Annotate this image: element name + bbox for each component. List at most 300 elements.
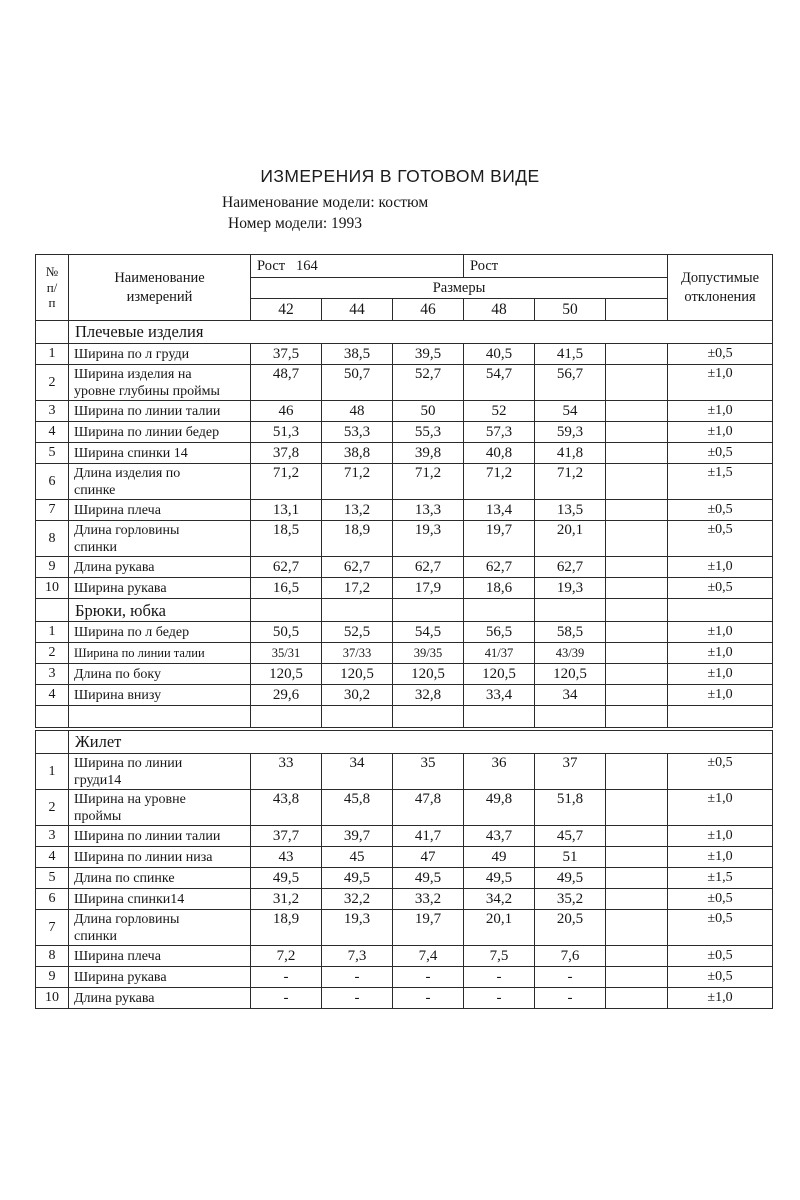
- size-value: 52: [464, 401, 535, 422]
- size-value: [322, 706, 393, 728]
- header-size: 44: [322, 299, 393, 321]
- section-num-cell: [36, 321, 69, 344]
- table-row: [36, 790, 773, 826]
- measurement-name: [69, 706, 251, 728]
- spare-cell: [606, 826, 668, 847]
- deviation-value: ±1,0: [668, 422, 773, 443]
- row-num: 7: [36, 910, 69, 946]
- size-value: -: [322, 988, 393, 1009]
- measurement-name-line: Ширина по линии талии: [74, 645, 205, 660]
- section-row: [36, 731, 773, 754]
- measurement-name-line: уровне глубины проймы: [74, 384, 220, 399]
- size-value: 39,8: [393, 443, 464, 464]
- size-value: -: [251, 988, 322, 1009]
- header-rost-164: Рост 164: [251, 255, 464, 278]
- measurement-name-line: Ширина изделия на: [74, 367, 192, 382]
- spare-cell: [606, 685, 668, 706]
- measurements-table-vest: [35, 730, 773, 1009]
- size-value: 56,7: [535, 365, 606, 401]
- measurement-name: [69, 365, 251, 401]
- size-value: 37,5: [251, 344, 322, 365]
- header-measurement-name: [69, 255, 251, 321]
- size-value: 13,5: [535, 500, 606, 521]
- deviation-value: ±1,0: [668, 365, 773, 401]
- spare-cell: [606, 521, 668, 557]
- table-row: [36, 946, 773, 967]
- header-size-empty: [606, 299, 668, 321]
- measurement-name-line: Длина по спинке: [74, 870, 175, 886]
- size-value: 7,4: [393, 946, 464, 967]
- size-value: [251, 706, 322, 728]
- table-row: [36, 664, 773, 685]
- measurement-name: [69, 500, 251, 521]
- size-value: 62,7: [322, 557, 393, 578]
- spare-cell: [606, 868, 668, 889]
- table-row: [36, 578, 773, 599]
- size-value: 29,6: [251, 685, 322, 706]
- size-value: 55,3: [393, 422, 464, 443]
- row-num: 3: [36, 664, 69, 685]
- size-value: 32,8: [393, 685, 464, 706]
- row-num: 7: [36, 500, 69, 521]
- size-value: 62,7: [251, 557, 322, 578]
- page-title: ИЗМЕРЕНИЯ В ГОТОВОМ ВИДЕ: [260, 166, 540, 186]
- measurement-name-line: Ширина по линии низа: [74, 849, 213, 865]
- size-value: 45,8: [322, 790, 393, 826]
- spare-cell: [606, 946, 668, 967]
- header-deviations-line: Допустимые: [681, 269, 760, 286]
- size-value: -: [393, 967, 464, 988]
- size-value: 19,7: [393, 910, 464, 946]
- size-value: 7,2: [251, 946, 322, 967]
- size-value: 51,8: [535, 790, 606, 826]
- table-row: [36, 868, 773, 889]
- spare-cell: [606, 599, 668, 622]
- row-num: 2: [36, 643, 69, 664]
- measurement-name-line: спинки: [74, 540, 117, 555]
- deviation-value: ±0,5: [668, 521, 773, 557]
- spare-cell: [606, 464, 668, 500]
- header-num: [36, 255, 69, 321]
- size-value: 43,8: [251, 790, 322, 826]
- size-value: 19,7: [464, 521, 535, 557]
- row-num: 5: [36, 868, 69, 889]
- size-value: 19,3: [393, 521, 464, 557]
- measurement-name: [69, 754, 251, 790]
- measurement-name-line: спинке: [74, 483, 116, 498]
- size-value: 49,5: [535, 868, 606, 889]
- table-row: [36, 889, 773, 910]
- measurement-name: [69, 826, 251, 847]
- section-title: Жилет: [69, 731, 773, 754]
- spare-cell: [606, 365, 668, 401]
- size-value: 120,5: [464, 664, 535, 685]
- size-value: 120,5: [251, 664, 322, 685]
- size-value: 17,2: [322, 578, 393, 599]
- header-sizes-label: Размеры: [251, 278, 668, 299]
- size-value: 49,5: [393, 868, 464, 889]
- table-row: [36, 826, 773, 847]
- row-num: 6: [36, 889, 69, 910]
- table-row: [36, 422, 773, 443]
- measurement-name-line: Длина горловины: [74, 523, 180, 538]
- size-value: 58,5: [535, 622, 606, 643]
- header-name-line: Наименование: [114, 270, 205, 287]
- size-value: 7,6: [535, 946, 606, 967]
- measurement-name-line: Ширина спинки14: [74, 891, 185, 907]
- row-num: 3: [36, 826, 69, 847]
- size-value: 51,3: [251, 422, 322, 443]
- row-num: 4: [36, 847, 69, 868]
- row-num: 9: [36, 557, 69, 578]
- measurement-name: [69, 521, 251, 557]
- row-num: 8: [36, 521, 69, 557]
- size-value: 41,5: [535, 344, 606, 365]
- size-value: 13,3: [393, 500, 464, 521]
- size-value: [464, 706, 535, 728]
- row-num: 8: [36, 946, 69, 967]
- size-value: 43,7: [464, 826, 535, 847]
- measurement-name: [69, 790, 251, 826]
- size-value: 34,2: [464, 889, 535, 910]
- deviation-value: ±0,5: [668, 967, 773, 988]
- size-cell-empty: [322, 599, 393, 622]
- size-value: 50: [393, 401, 464, 422]
- size-value: 45,7: [535, 826, 606, 847]
- size-value: 49,5: [251, 868, 322, 889]
- deviation-value: ±1,0: [668, 557, 773, 578]
- size-value: [535, 706, 606, 728]
- size-value: 38,8: [322, 443, 393, 464]
- spare-cell: [606, 500, 668, 521]
- measurement-name: [69, 910, 251, 946]
- measurement-name: [69, 988, 251, 1009]
- size-value: -: [251, 967, 322, 988]
- size-value: 62,7: [464, 557, 535, 578]
- measurement-name: [69, 557, 251, 578]
- size-cell-empty: [464, 599, 535, 622]
- header-num-line: №: [45, 264, 59, 280]
- header-row-rost: [36, 255, 773, 278]
- size-value: [393, 706, 464, 728]
- table-row: [36, 685, 773, 706]
- size-value: 13,1: [251, 500, 322, 521]
- spare-cell: [606, 344, 668, 365]
- row-num: 3: [36, 401, 69, 422]
- size-value: 7,5: [464, 946, 535, 967]
- spare-cell: [606, 664, 668, 685]
- size-value: 20,1: [535, 521, 606, 557]
- measurement-name-line: Ширина рукава: [74, 580, 167, 596]
- measurement-name: [69, 401, 251, 422]
- size-value: 31,2: [251, 889, 322, 910]
- size-value: 120,5: [393, 664, 464, 685]
- deviation-value: ±0,5: [668, 500, 773, 521]
- header-name-line: измерений: [126, 288, 193, 305]
- size-value: 16,5: [251, 578, 322, 599]
- measurement-name: [69, 685, 251, 706]
- size-value: 33,2: [393, 889, 464, 910]
- header-num-line: п: [48, 295, 56, 311]
- size-value: 62,7: [535, 557, 606, 578]
- spare-cell: [606, 401, 668, 422]
- size-value: 54,7: [464, 365, 535, 401]
- size-value: 47: [393, 847, 464, 868]
- deviation-value: ±1,5: [668, 868, 773, 889]
- measurement-name-line: Ширина по линии: [74, 756, 183, 771]
- measurement-name: [69, 622, 251, 643]
- measurement-name: [69, 643, 251, 664]
- spare-cell: [606, 557, 668, 578]
- deviation-value: [668, 706, 773, 728]
- row-num: 1: [36, 754, 69, 790]
- spare-cell: [606, 754, 668, 790]
- measurement-name-line: Ширина по линии бедер: [74, 424, 220, 440]
- section-num-cell: [36, 731, 69, 754]
- model-number-line: Номер модели: 1993: [228, 215, 363, 232]
- size-value: 52,7: [393, 365, 464, 401]
- size-value: 41,8: [535, 443, 606, 464]
- size-value: 54: [535, 401, 606, 422]
- size-value: 37/33: [322, 643, 393, 664]
- size-value: 18,9: [251, 910, 322, 946]
- measurement-name-line: Ширина плеча: [74, 948, 161, 964]
- size-value: 39,5: [393, 344, 464, 365]
- size-value: 36: [464, 754, 535, 790]
- deviation-cell-empty: [668, 599, 773, 622]
- measurement-name-line: Ширина по линии талии: [74, 403, 221, 419]
- row-num: 1: [36, 622, 69, 643]
- header-deviations-line: отклонения: [684, 288, 756, 305]
- table-row: [36, 967, 773, 988]
- measurement-name: [69, 967, 251, 988]
- spare-cell: [606, 422, 668, 443]
- size-value: 62,7: [393, 557, 464, 578]
- size-value: 35: [393, 754, 464, 790]
- measurement-name-line: груди14: [74, 773, 122, 788]
- measurement-name-line: проймы: [74, 809, 122, 824]
- header-size: 48: [464, 299, 535, 321]
- size-value: 56,5: [464, 622, 535, 643]
- measurement-name: [69, 464, 251, 500]
- size-value: 49: [464, 847, 535, 868]
- row-num: 1: [36, 344, 69, 365]
- table-row: [36, 443, 773, 464]
- size-value: 43/39: [535, 643, 606, 664]
- size-value: 35,2: [535, 889, 606, 910]
- size-value: 41,7: [393, 826, 464, 847]
- row-num: 10: [36, 988, 69, 1009]
- deviation-value: ±1,0: [668, 622, 773, 643]
- size-value: 34: [322, 754, 393, 790]
- spare-cell: [606, 643, 668, 664]
- size-value: 45: [322, 847, 393, 868]
- size-value: 20,1: [464, 910, 535, 946]
- table-row: [36, 988, 773, 1009]
- table-row: [36, 401, 773, 422]
- empty-row: [36, 706, 773, 728]
- measurement-name-line: Ширина по л бедер: [74, 624, 190, 640]
- measurement-name: [69, 344, 251, 365]
- measurement-name: [69, 443, 251, 464]
- size-value: 32,2: [322, 889, 393, 910]
- row-num: 4: [36, 422, 69, 443]
- size-value: 40,5: [464, 344, 535, 365]
- size-value: 52,5: [322, 622, 393, 643]
- size-value: -: [535, 988, 606, 1009]
- size-value: 38,5: [322, 344, 393, 365]
- header-size: 46: [393, 299, 464, 321]
- size-value: 59,3: [535, 422, 606, 443]
- size-value: 13,2: [322, 500, 393, 521]
- size-value: 71,2: [464, 464, 535, 500]
- size-value: -: [464, 967, 535, 988]
- row-num: 2: [36, 790, 69, 826]
- deviation-value: ±0,5: [668, 578, 773, 599]
- measurement-name-line: Длина рукава: [74, 990, 155, 1006]
- size-value: 120,5: [535, 664, 606, 685]
- deviation-value: ±0,5: [668, 946, 773, 967]
- section-title: Плечевые изделия: [69, 321, 773, 344]
- measurement-name: [69, 578, 251, 599]
- row-num: 5: [36, 443, 69, 464]
- measurement-name: [69, 946, 251, 967]
- table-row: [36, 500, 773, 521]
- table-row: [36, 847, 773, 868]
- size-value: 53,3: [322, 422, 393, 443]
- size-value: 43: [251, 847, 322, 868]
- size-value: 71,2: [535, 464, 606, 500]
- spare-cell: [606, 578, 668, 599]
- table-row: [36, 557, 773, 578]
- header-rost: Рост: [464, 255, 668, 278]
- spare-cell: [606, 847, 668, 868]
- size-value: 71,2: [251, 464, 322, 500]
- row-num: 9: [36, 967, 69, 988]
- measurement-name-line: Ширина на уровне: [74, 792, 186, 807]
- spare-cell: [606, 988, 668, 1009]
- size-value: 49,5: [322, 868, 393, 889]
- measurement-name-line: Ширина рукава: [74, 969, 167, 985]
- deviation-value: ±0,5: [668, 754, 773, 790]
- size-value: 17,9: [393, 578, 464, 599]
- size-value: 50,5: [251, 622, 322, 643]
- size-value: 48,7: [251, 365, 322, 401]
- size-value: 30,2: [322, 685, 393, 706]
- deviation-value: ±1,0: [668, 847, 773, 868]
- measurement-name: [69, 422, 251, 443]
- deviation-value: ±1,0: [668, 664, 773, 685]
- size-value: 7,3: [322, 946, 393, 967]
- row-num: 2: [36, 365, 69, 401]
- header-num-line: п/: [46, 279, 58, 295]
- measurement-name-line: Длина рукава: [74, 559, 155, 575]
- size-value: 41/37: [464, 643, 535, 664]
- size-value: 18,9: [322, 521, 393, 557]
- size-value: 39/35: [393, 643, 464, 664]
- spare-cell: [606, 910, 668, 946]
- measurement-name-line: Ширина по линии талии: [74, 828, 221, 844]
- size-value: -: [393, 988, 464, 1009]
- size-value: 33,4: [464, 685, 535, 706]
- size-value: 54,5: [393, 622, 464, 643]
- deviation-value: ±0,5: [668, 344, 773, 365]
- size-value: 48: [322, 401, 393, 422]
- size-value: 37,8: [251, 443, 322, 464]
- size-value: -: [464, 988, 535, 1009]
- size-value: 46: [251, 401, 322, 422]
- size-value: 71,2: [393, 464, 464, 500]
- deviation-value: ±0,5: [668, 910, 773, 946]
- table-row: [36, 344, 773, 365]
- size-value: 19,3: [322, 910, 393, 946]
- size-value: 18,6: [464, 578, 535, 599]
- spare-cell: [606, 967, 668, 988]
- size-value: 49,8: [464, 790, 535, 826]
- model-name-line: Наименование модели: костюм: [222, 194, 429, 211]
- measurement-name-line: Ширина спинки 14: [74, 445, 188, 461]
- size-value: 19,3: [535, 578, 606, 599]
- spare-cell: [606, 706, 668, 728]
- header-size: 42: [251, 299, 322, 321]
- table-row: [36, 521, 773, 557]
- deviation-value: ±1,0: [668, 826, 773, 847]
- spare-cell: [606, 790, 668, 826]
- deviation-value: ±1,0: [668, 643, 773, 664]
- section-row: [36, 599, 773, 622]
- table-row: [36, 754, 773, 790]
- row-num: 4: [36, 685, 69, 706]
- measurement-name-line: Ширина внизу: [74, 687, 162, 703]
- measurement-name: [69, 889, 251, 910]
- spare-cell: [606, 622, 668, 643]
- size-value: 47,8: [393, 790, 464, 826]
- measurement-name-line: Длина по боку: [74, 666, 161, 682]
- size-value: 120,5: [322, 664, 393, 685]
- size-cell-empty: [251, 599, 322, 622]
- size-value: -: [535, 967, 606, 988]
- size-value: 57,3: [464, 422, 535, 443]
- size-cell-empty: [535, 599, 606, 622]
- measurement-name-line: Длина горловины: [74, 912, 180, 927]
- deviation-value: ±0,5: [668, 889, 773, 910]
- header-deviations: [668, 255, 773, 321]
- size-value: 34: [535, 685, 606, 706]
- measurement-name-line: Ширина по л груди: [74, 346, 190, 362]
- deviation-value: ±0,5: [668, 443, 773, 464]
- table-row: [36, 910, 773, 946]
- deviation-value: ±1,5: [668, 464, 773, 500]
- size-value: 35/31: [251, 643, 322, 664]
- size-value: 40,8: [464, 443, 535, 464]
- measurements-table-main: [35, 254, 773, 728]
- measurement-name: [69, 847, 251, 868]
- section-row: [36, 321, 773, 344]
- size-value: 18,5: [251, 521, 322, 557]
- deviation-value: ±1,0: [668, 790, 773, 826]
- measurement-name-line: Длина изделия по: [74, 466, 181, 481]
- row-num: [36, 706, 69, 728]
- deviation-value: ±1,0: [668, 685, 773, 706]
- size-value: 50,7: [322, 365, 393, 401]
- size-value: 71,2: [322, 464, 393, 500]
- size-value: 37,7: [251, 826, 322, 847]
- measurement-name: [69, 868, 251, 889]
- row-num: 6: [36, 464, 69, 500]
- table-row: [36, 464, 773, 500]
- size-cell-empty: [393, 599, 464, 622]
- size-value: 51: [535, 847, 606, 868]
